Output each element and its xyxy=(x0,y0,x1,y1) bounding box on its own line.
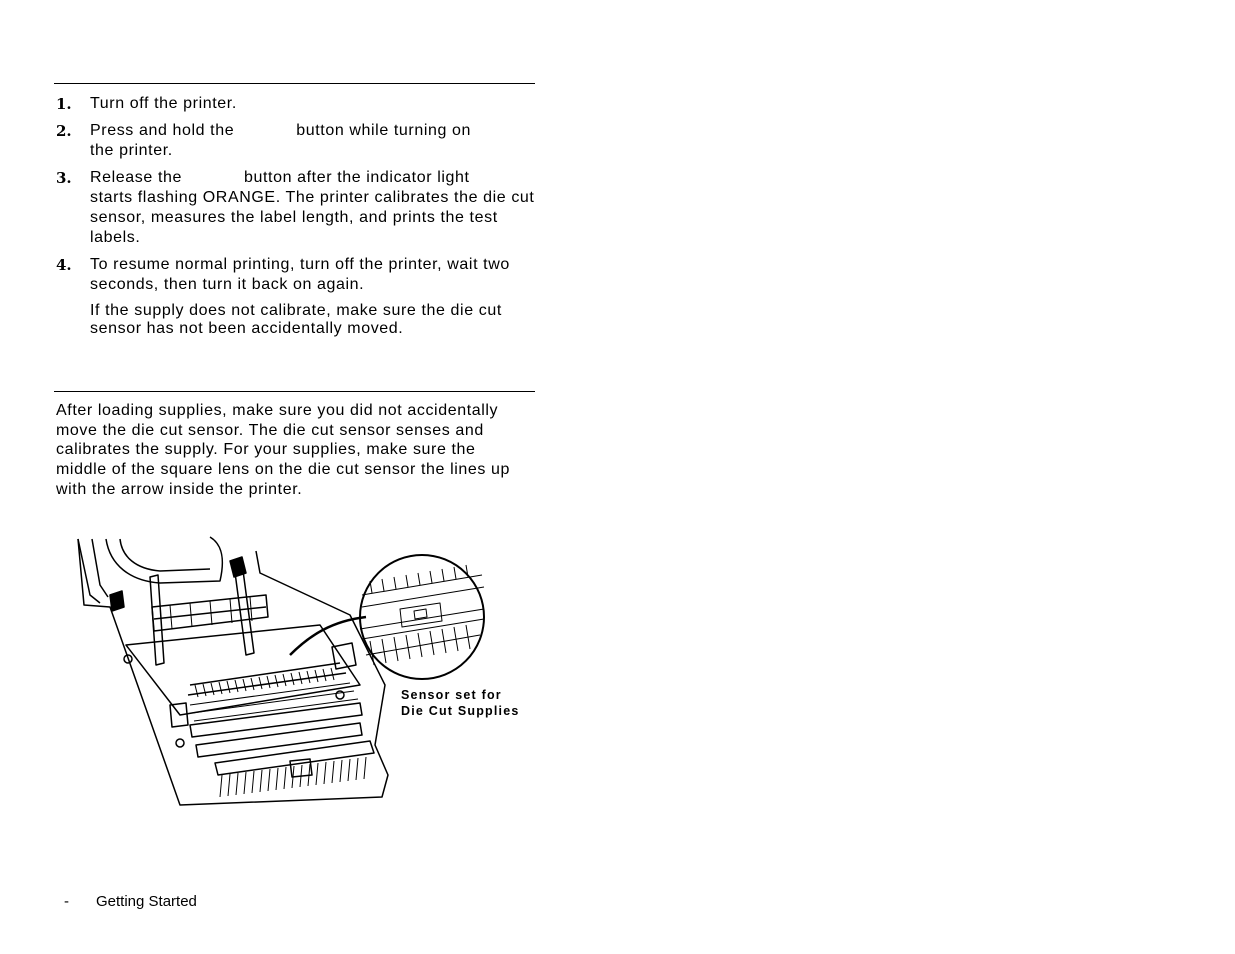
step-number: 1. xyxy=(56,95,72,113)
step-number: 3. xyxy=(56,169,72,187)
sensor-callout xyxy=(401,687,520,719)
step-text: Press and hold the button while turning on the printer. xyxy=(90,122,472,159)
step-text: Turn off the printer. xyxy=(90,95,237,112)
printer-illustration xyxy=(70,535,530,815)
section-rule xyxy=(54,391,535,392)
step-text: Release the button after the indicator light starts flashing ORANGE. The printer calibrates the die cut sensor, measures the label length, and prints the test labels. xyxy=(90,169,535,246)
top-rule xyxy=(54,83,535,84)
step-number: 4. xyxy=(56,256,72,274)
step-number: 2. xyxy=(56,122,72,140)
sensor-paragraph: After loading supplies, make sure you did not accidentally move the die cut sensor. The die cut sensor senses and calibrates the supply. For your supplies, make sure the middle of the square lens on the die cut sensor the lines up with the arrow inside the printer. xyxy=(56,402,511,498)
calibration-note: If the supply does not calibrate, make sure the die cut sensor has not been accidentally moved. xyxy=(90,302,502,337)
footer-section-title: Getting Started xyxy=(96,893,197,910)
footer-dash: - xyxy=(64,893,69,910)
callout-line-1: Sensor set for xyxy=(401,688,502,702)
step-text: To resume normal printing, turn off the printer, wait two seconds, then turn it back on again. xyxy=(90,256,510,293)
callout-line-2: Die Cut Supplies xyxy=(401,704,520,718)
